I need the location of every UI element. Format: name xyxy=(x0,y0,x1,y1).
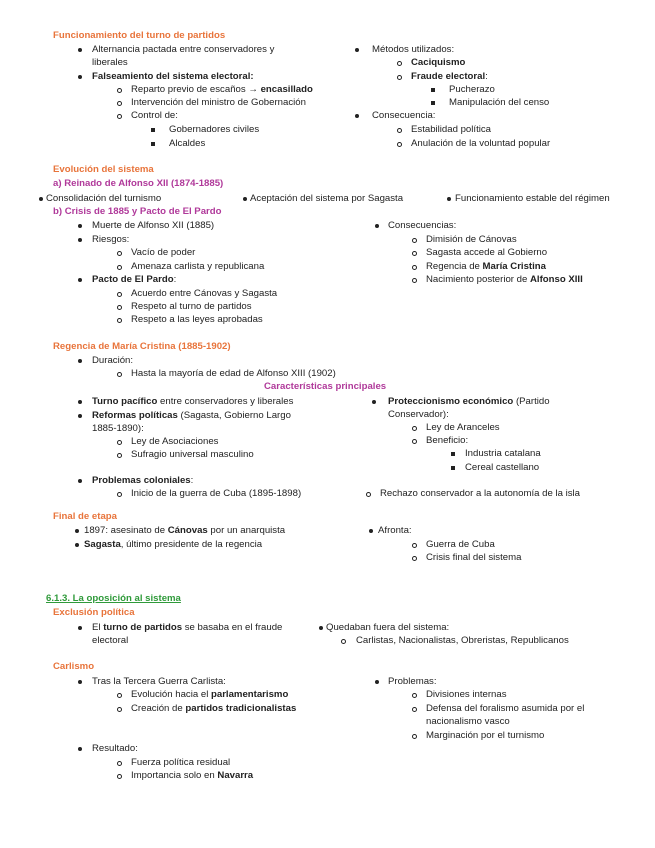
list-item: Consecuencias: xyxy=(388,220,457,231)
list-item: Intervención del ministro de Gobernación xyxy=(131,97,306,108)
subsection-title-carlismo: Carlismo xyxy=(53,661,95,672)
bullet xyxy=(117,761,122,766)
bullet xyxy=(375,224,379,228)
bullet xyxy=(397,142,402,147)
list-item: Muerte de Alfonso XII (1885) xyxy=(92,220,215,231)
list-item-continued: Conservador): xyxy=(388,409,449,420)
list-item: Divisiones internas xyxy=(426,689,507,700)
bullet xyxy=(117,774,122,779)
bullet xyxy=(78,224,82,228)
list-item: Resultado: xyxy=(92,743,138,754)
section-title-evolucion: Evolución del sistema xyxy=(53,164,154,175)
bullet xyxy=(78,400,82,404)
bullet xyxy=(75,529,79,533)
bullet xyxy=(75,543,79,547)
list-item: Guerra de Cuba xyxy=(426,539,495,550)
list-item: Respeto al turno de partidos xyxy=(131,301,252,312)
bullet xyxy=(78,238,82,242)
list-item: Dimisión de Cánovas xyxy=(426,234,517,245)
list-item: Gobernadores civiles xyxy=(169,124,260,135)
bullet xyxy=(431,88,435,92)
bullet xyxy=(117,693,122,698)
bullet xyxy=(117,492,122,497)
bullet xyxy=(319,626,323,630)
bullet xyxy=(117,251,122,256)
bullet xyxy=(375,680,379,684)
bullet xyxy=(151,128,155,132)
list-item: Falseamiento del sistema electoral: xyxy=(92,71,254,82)
bullet xyxy=(117,292,122,297)
list-item: Afronta: xyxy=(378,525,412,536)
bullet xyxy=(366,492,371,497)
bullet xyxy=(117,101,122,106)
bullet xyxy=(372,400,376,404)
list-item: Funcionamiento estable del régimen xyxy=(455,193,610,204)
bullet xyxy=(117,265,122,270)
subsection-title-caracteristicas: Características principales xyxy=(264,381,387,392)
bullet xyxy=(447,197,451,201)
list-item: Regencia de María Cristina xyxy=(426,261,546,272)
list-item: El turno de partidos se basaba en el fraude xyxy=(92,622,283,633)
list-item: Tras la Tercera Guerra Carlista: xyxy=(92,676,226,687)
bullet xyxy=(412,734,417,739)
list-item: Inicio de la guerra de Cuba (1895-1898) xyxy=(131,488,302,499)
bullet xyxy=(397,128,402,133)
list-item: Métodos utilizados: xyxy=(372,44,455,55)
list-item: Anulación de la voluntad popular xyxy=(411,138,551,149)
list-item: Manipulación del censo xyxy=(449,97,550,108)
section-title-regencia: Regencia de María Cristina (1885-1902) xyxy=(53,341,231,352)
list-item: Acuerdo entre Cánovas y Sagasta xyxy=(131,288,278,299)
section-title-oposicion: 6.1.3. La oposición al sistema xyxy=(46,593,181,604)
list-item-continued: liberales xyxy=(92,57,128,68)
bullet xyxy=(412,439,417,444)
list-item: Pacto de El Pardo: xyxy=(92,274,177,285)
list-item: Estabilidad política xyxy=(411,124,491,135)
list-item: Hasta la mayoría de edad de Alfonso XIII (1902) xyxy=(131,368,336,379)
section-title-funcionamiento: Funcionamiento del turno de partidos xyxy=(53,30,226,41)
bullet xyxy=(355,48,359,52)
bullet xyxy=(117,440,122,445)
bullet xyxy=(451,466,455,470)
bullet xyxy=(341,639,346,644)
list-item: Problemas coloniales: xyxy=(92,475,194,486)
bullet xyxy=(412,265,417,270)
bullet xyxy=(78,626,82,630)
bullet xyxy=(117,318,122,323)
bullet xyxy=(412,278,417,283)
bullet xyxy=(451,452,455,456)
bullet xyxy=(78,479,82,483)
list-item: Alternancia pactada entre conservadores y xyxy=(92,44,275,55)
list-item: Defensa del foralismo asumida por el xyxy=(426,703,585,714)
list-item: Reformas políticas (Sagasta, Gobierno Largo xyxy=(92,410,291,421)
list-item: Fuerza política residual xyxy=(131,757,231,768)
list-item: Fraude electoral: xyxy=(411,71,488,82)
list-item: Sufragio universal masculino xyxy=(131,449,254,460)
subsection-title-crisis: b) Crisis de 1885 y Pacto de El Pardo xyxy=(53,206,222,217)
list-item: Reparto previo de escaños → encasillado xyxy=(131,84,313,95)
list-item: Sagasta accede al Gobierno xyxy=(426,247,548,258)
list-item: Beneficio: xyxy=(426,435,469,446)
list-item: Amenaza carlista y republicana xyxy=(131,261,265,272)
list-item: Quedaban fuera del sistema: xyxy=(326,622,450,633)
list-item: Control de: xyxy=(131,110,178,121)
bullet xyxy=(369,529,373,533)
list-item: Riesgos: xyxy=(92,234,130,245)
subsection-title-reinado: a) Reinado de Alfonso XII (1874-1885) xyxy=(53,178,224,189)
bullet xyxy=(151,142,155,146)
list-item: Sagasta, último presidente de la regencia xyxy=(84,539,263,550)
list-item: Cereal castellano xyxy=(465,462,540,473)
bullet xyxy=(78,747,82,751)
subsection-title-exclusion: Exclusión política xyxy=(53,607,135,618)
bullet xyxy=(117,88,122,93)
bullet xyxy=(412,693,417,698)
bullet xyxy=(117,114,122,119)
bullet xyxy=(243,197,247,201)
list-item: Proteccionismo económico (Partido xyxy=(388,396,550,407)
list-item: Evolución hacia el parlamentarismo xyxy=(131,689,289,700)
bullet xyxy=(39,197,43,201)
list-item: Consolidación del turnismo xyxy=(46,193,162,204)
bullet xyxy=(412,251,417,256)
list-item: Respeto a las leyes aprobadas xyxy=(131,314,263,325)
bullet xyxy=(78,278,82,282)
bullet xyxy=(117,372,122,377)
bullet xyxy=(78,75,82,79)
bullet xyxy=(117,305,122,310)
list-item: 1897: asesinato de Cánovas por un anarquista xyxy=(84,525,286,536)
list-item: Carlistas, Nacionalistas, Obreristas, Republicanos xyxy=(356,635,569,646)
bullet xyxy=(117,707,122,712)
bullet xyxy=(431,101,435,105)
bullet xyxy=(397,61,402,66)
list-item: Consecuencia: xyxy=(372,110,436,121)
list-item: Nacimiento posterior de Alfonso XIII xyxy=(426,274,583,285)
list-item: Duración: xyxy=(92,355,134,366)
list-item: Vacío de poder xyxy=(131,247,196,258)
list-item: Rechazo conservador a la autonomía de la isla xyxy=(380,488,580,499)
bullet xyxy=(412,543,417,548)
list-item: Industria catalana xyxy=(465,448,541,459)
list-item: Marginación por el turnismo xyxy=(426,730,545,741)
list-item-continued: electoral xyxy=(92,635,129,646)
list-item: Turno pacífico entre conservadores y liberales xyxy=(92,396,294,407)
bullet xyxy=(117,453,122,458)
bullet xyxy=(397,75,402,80)
bullet xyxy=(78,680,82,684)
bullet xyxy=(412,426,417,431)
list-item: Aceptación del sistema por Sagasta xyxy=(250,193,404,204)
bullet xyxy=(78,48,82,52)
list-item-continued: nacionalismo vasco xyxy=(426,716,510,727)
bullet xyxy=(412,556,417,561)
section-title-final: Final de etapa xyxy=(53,511,117,522)
bullet xyxy=(412,238,417,243)
list-item: Ley de Asociaciones xyxy=(131,436,219,447)
bullet xyxy=(78,414,82,418)
list-item: Crisis final del sistema xyxy=(426,552,522,563)
list-item: Problemas: xyxy=(388,676,437,687)
list-item: Pucherazo xyxy=(449,84,495,95)
bullet xyxy=(412,707,417,712)
list-item-continued: 1885-1890): xyxy=(92,423,144,434)
list-item: Ley de Aranceles xyxy=(426,422,500,433)
bullet xyxy=(78,359,82,363)
list-item: Importancia solo en Navarra xyxy=(131,770,254,781)
list-item: Creación de partidos tradicionalistas xyxy=(131,703,297,714)
list-item: Caciquismo xyxy=(411,57,466,68)
bullet xyxy=(355,114,359,118)
list-item: Alcaldes xyxy=(169,138,206,149)
